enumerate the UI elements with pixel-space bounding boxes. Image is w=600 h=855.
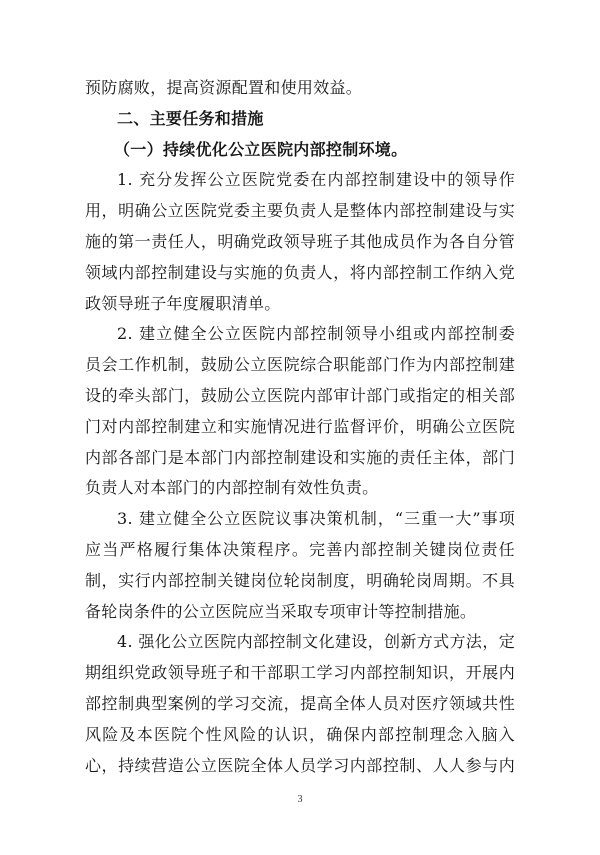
paragraph-item-2	[85, 319, 515, 504]
body-text-line: 制，实行内部控制关键岗位轮岗制度，明确轮岗周期。不具	[85, 570, 515, 590]
continuation-paragraph-line: 预防腐败，提高资源配置和使用效益。	[85, 78, 363, 97]
document-body	[85, 73, 515, 781]
body-text-line: 政领导班子年度履职清单。	[85, 293, 281, 313]
body-text-line: 用，明确公立医院党委主要负责人是整体内部控制建设与实	[85, 201, 515, 221]
body-text-line: 门对内部控制建立和实施情况进行监督评价，明确公立医院	[85, 416, 515, 436]
body-text-line: 4. 强化公立医院内部控制文化建设，创新方式方法，定	[117, 632, 515, 652]
section-heading: 二、主要任务和措施	[117, 108, 264, 128]
paragraph-item-1	[85, 165, 515, 319]
body-text-line: 备轮岗条件的公立医院应当采取专项审计等控制措施。	[85, 601, 477, 621]
body-text-line: 3. 建立健全公立医院议事决策机制，“三重一大”事项	[117, 509, 515, 529]
body-text-line: 部控制典型案例的学习交流，提高全体人员对医疗领域共性	[85, 693, 515, 713]
body-text-line: 负责人对本部门的内部控制有效性负责。	[85, 478, 379, 498]
body-text-line: 应当严格履行集体决策程序。完善内部控制关键岗位责任	[85, 539, 515, 559]
subsection-heading: （一）持续优化公立医院内部控制环境。	[114, 139, 408, 159]
body-text-line: 施的第一责任人，明确党政领导班子其他成员作为各自分管	[85, 231, 515, 251]
body-text-line: 员会工作机制，鼓励公立医院综合职能部门作为内部控制建	[85, 355, 515, 375]
body-text-line: 1. 充分发挥公立医院党委在内部控制建设中的领导作	[117, 170, 515, 190]
body-text-line: 2. 建立健全公立医院内部控制领导小组或内部控制委	[117, 324, 515, 344]
body-text-line: 心，持续营造公立医院全体人员学习内部控制、人人参与内	[85, 755, 515, 775]
page-number: 3	[297, 794, 303, 805]
body-text-line: 风险及本医院个性风险的认识，确保内部控制理念入脑入	[85, 724, 515, 744]
body-text-line: 领域内部控制建设与实施的负责人，将内部控制工作纳入党	[85, 262, 515, 282]
paragraph-item-3	[85, 504, 515, 627]
body-text-line: 内部各部门是本部门内部控制建设和实施的责任主体，部门	[85, 447, 515, 467]
paragraph-item-4	[85, 627, 515, 781]
body-text-line: 设的牵头部门，鼓励公立医院内部审计部门或指定的相关部	[85, 385, 515, 405]
body-text-line: 期组织党政领导班子和干部职工学习内部控制知识，开展内	[85, 663, 515, 683]
